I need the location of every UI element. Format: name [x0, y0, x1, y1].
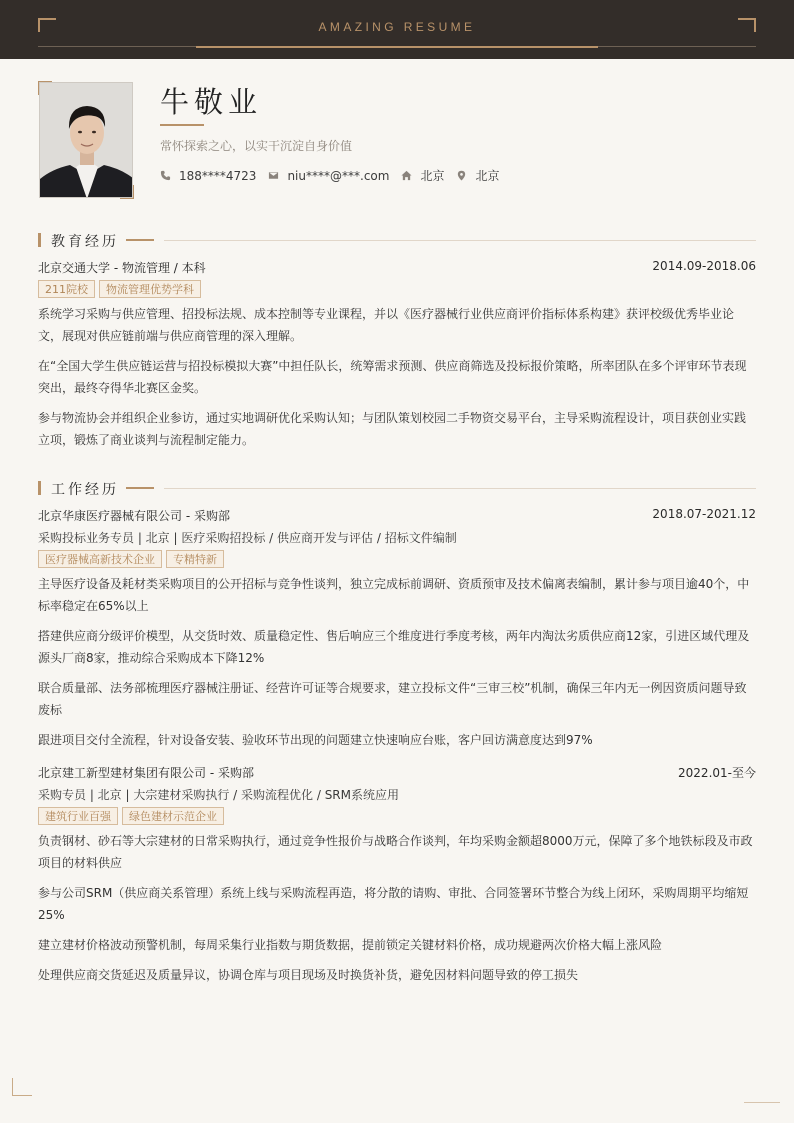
education-date: 2014.09-2018.06: [652, 259, 756, 273]
section-line: [164, 488, 756, 489]
corner-ornament: [12, 1078, 32, 1096]
mail-icon: [268, 170, 279, 181]
job-paragraph: 参与公司SRM（供应商关系管理）系统上线与采购流程再造，将分散的请购、审批、合同签署环节整合为线上闭环，采购周期平均缩短25%: [38, 886, 749, 922]
education-paragraph: 系统学习采购与供应管理、招投标法规、成本控制等专业课程，并以《医疗器械行业供应商评价指标体系构建》获评校级优秀毕业论文，展现对供应链前端与供应商管理的深入理解。: [38, 307, 735, 343]
header-band: [0, 0, 794, 59]
corner-ornament: [744, 1102, 780, 1103]
job-tags: [38, 807, 228, 825]
tag: 专精特新: [166, 550, 224, 568]
candidate-name: 牛敬业: [160, 85, 263, 119]
phone-icon: [160, 170, 171, 181]
section-title: 教育经历: [51, 234, 119, 250]
job-entry-head: [38, 764, 756, 780]
brand-title: AMAZING RESUME: [318, 20, 476, 34]
profile-photo: [38, 81, 134, 199]
contact-hometown: [401, 167, 444, 184]
job-date: 2022.01-至今: [678, 766, 756, 780]
tag: 211院校: [38, 280, 95, 298]
job-paragraph: 处理供应商交货延迟及质量异议，协调仓库与项目现场及时换货补货，避免因材料问题导致的停工损失: [38, 968, 579, 982]
section-header-education: [38, 231, 756, 249]
job-paragraph: 建立建材价格波动预警机制，每周采集行业指数与期货数据，提前锁定关键材料价格，成功规避两次价格大幅上涨风险: [38, 938, 663, 952]
phone-value: 188****4723: [179, 168, 257, 183]
job-date: 2018.07-2021.12: [652, 507, 756, 521]
tag: 物流管理优势学科: [99, 280, 201, 298]
section-bar: [38, 481, 41, 495]
section-dash: [126, 487, 154, 489]
education-paragraph: 在“全国大学生供应链运营与招投标模拟大赛”中担任队长，统筹需求预测、供应商筛选及投标报价策略，所率团队在多个评审环节表现突出，最终夺得华北赛区金奖。: [38, 359, 747, 395]
location-value: 北京: [475, 169, 500, 183]
section-dash: [126, 239, 154, 241]
contact-location: [456, 167, 499, 184]
job-subtitle: 采购投标业务专员 | 北京 | 医疗采购招投标 / 供应商开发与评估 / 招标文件编制: [38, 531, 457, 545]
tag: 绿色建材示范企业: [122, 807, 224, 825]
education-entry-head: [38, 259, 756, 275]
tag: 建筑行业百强: [38, 807, 118, 825]
company-name: 北京华康医疗器械有限公司 - 采购部: [38, 509, 230, 523]
company-name: 北京建工新型建材集团有限公司 - 采购部: [38, 766, 254, 780]
header-rule-accent: [196, 46, 598, 48]
location-pin-icon: [456, 170, 467, 181]
section-header-work: [38, 479, 756, 497]
avatar: [39, 82, 133, 198]
email-value: niu****@***.com: [287, 168, 390, 183]
section-line: [164, 240, 756, 241]
section-bar: [38, 233, 41, 247]
job-paragraph: 负责钢材、砂石等大宗建材的日常采购执行，通过竞争性报价与战略合作谈判，年均采购金额超8000万元，保障了多个地铁标段及市政项目的材料供应: [38, 834, 753, 870]
job-subtitle: 采购专员 | 北京 | 大宗建材采购执行 / 采购流程优化 / SRM系统应用: [38, 788, 399, 802]
contact-email: [268, 169, 389, 183]
contact-phone: [160, 169, 256, 183]
section-title: 工作经历: [51, 482, 119, 498]
home-icon: [401, 170, 412, 181]
hometown-value: 北京: [420, 169, 445, 183]
name-underline: [160, 124, 204, 126]
tag: 医疗器械高新技术企业: [38, 550, 162, 568]
contact-row: [160, 167, 511, 184]
job-paragraph: 跟进项目交付全流程，针对设备安装、验收环节出现的问题建立快速响应台账，客户回访满意度达到97%: [38, 733, 593, 747]
school-name: 北京交通大学 - 物流管理 / 本科: [38, 261, 206, 275]
motto: 常怀探索之心，以实干沉淀自身价值: [160, 139, 353, 153]
job-paragraph: 主导医疗设备及耗材类采购项目的公开招标与竞争性谈判，独立完成标前调研、资质预审及技术偏离表编制，累计参与项目逾40个，中标率稳定在65%以上: [38, 577, 750, 613]
education-paragraph: 参与物流协会并组织企业参访，通过实地调研优化采购认知；与团队策划校园二手物资交易平台，主导采购流程设计，项目获创业实践立项，锻炼了商业谈判与流程制定能力。: [38, 411, 747, 447]
job-paragraph: 联合质量部、法务部梳理医疗器械注册证、经营许可证等合规要求，建立投标文件“三审三校”机制，确保三年内无一例因资质问题导致废标: [38, 681, 747, 717]
education-tags: [38, 280, 205, 298]
job-entry-head: [38, 507, 756, 523]
job-paragraph: 搭建供应商分级评价模型，从交货时效、质量稳定性、售后响应三个维度进行季度考核，两年内淘汰劣质供应商12家，引进区域代理及源头厂商8家，推动综合采购成本下降12%: [38, 629, 750, 665]
job-tags: [38, 550, 228, 568]
